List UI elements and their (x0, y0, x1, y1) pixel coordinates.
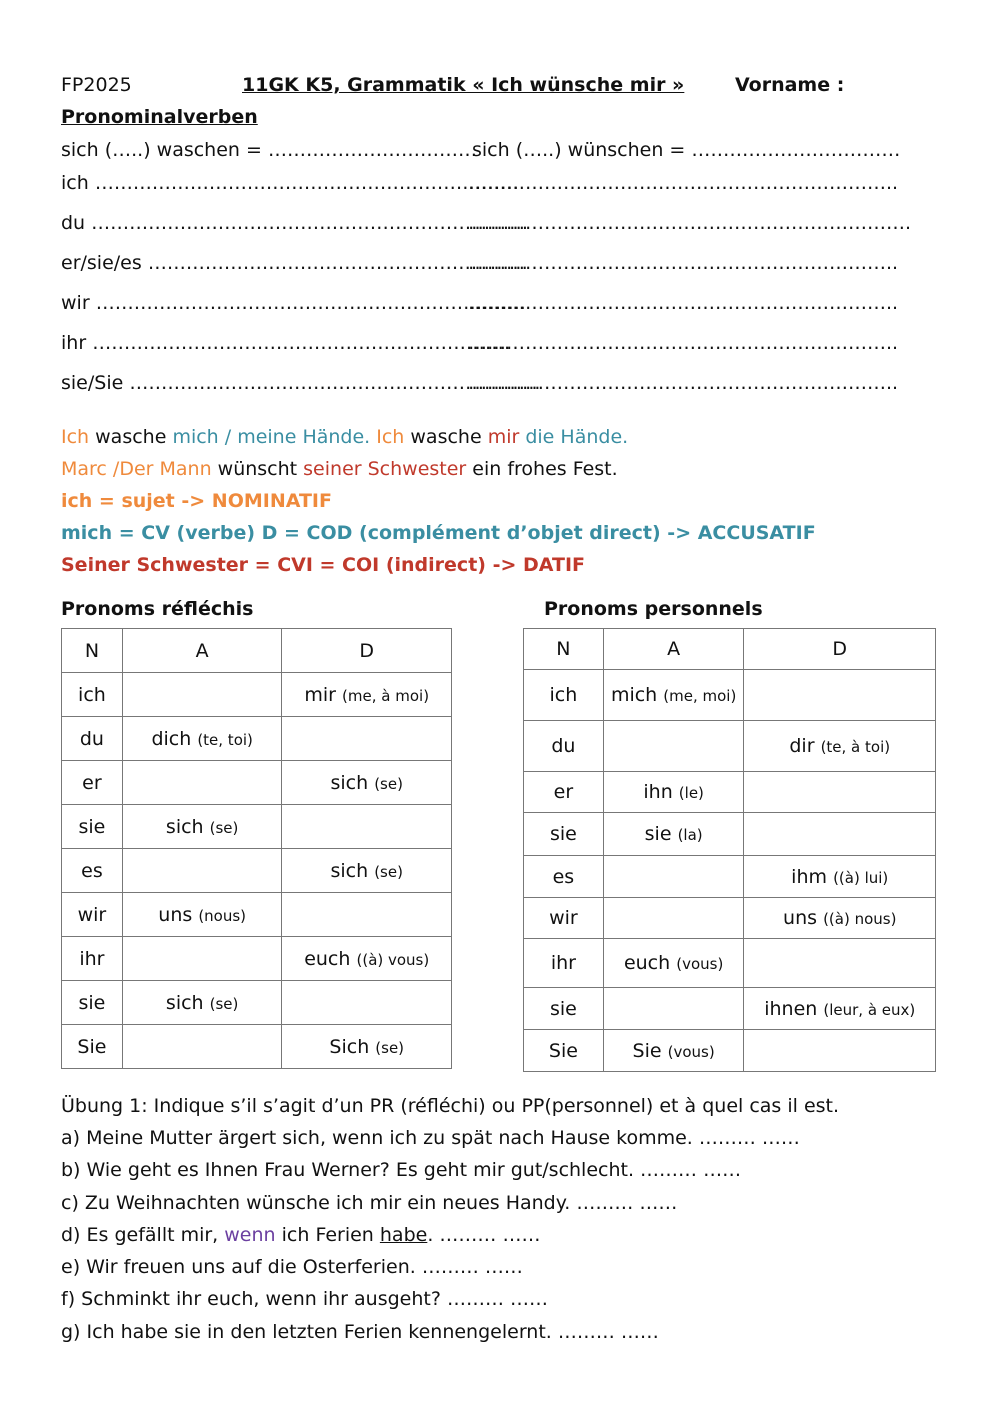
dative-cell (282, 937, 452, 981)
accusative-cell (603, 772, 744, 813)
personal-title: Pronoms personnels (544, 598, 763, 620)
verb-word: wasche (89, 426, 173, 448)
conj-row (61, 252, 528, 274)
table-row (62, 1025, 452, 1069)
translation-note: (vous) (667, 1042, 715, 1061)
conj-row (61, 292, 526, 314)
table-row (62, 893, 452, 937)
nominative-cell: ihr (524, 939, 604, 988)
pronoun-word: ihm (791, 865, 828, 888)
pronoun-word: dich (151, 727, 192, 750)
reflexive-pronoun-table (61, 628, 452, 1069)
table-row (524, 939, 936, 988)
translation-note: (se) (374, 774, 403, 793)
dative-cell (282, 761, 452, 805)
accusative-cell (122, 893, 282, 937)
exercise-item: e) Wir freuen uns auf die Osterferien. ……… …… (61, 1256, 523, 1278)
rule-accusative: mich = CV (verbe) D = COD (complément d’objet direct) -> ACCUSATIF (61, 522, 816, 544)
pronoun: sie/Sie (61, 372, 124, 394)
translation-note: (te, toi) (197, 730, 253, 749)
reflexive-title: Pronoms réfléchis (61, 598, 254, 620)
accusative-object: ein frohes Fest. (466, 458, 618, 480)
exercise-item: f) Schminkt ihr euch, wenn ihr ausgeht? ……… …… (61, 1288, 548, 1310)
translation-note: (me, moi) (663, 687, 737, 705)
table-row (524, 772, 936, 813)
dative-cell (744, 898, 936, 939)
subject-word: Ich (61, 426, 90, 448)
example-sentence-2 (61, 458, 618, 480)
blank-line: ……………………………………………………………. (468, 212, 912, 234)
table-row (524, 1030, 936, 1072)
pronoun: du (61, 212, 86, 234)
translation-note: ((à) vous) (356, 950, 430, 969)
translation-note: ((à) lui) (833, 868, 889, 887)
right-heading: sich (…..) wünschen = …………………………… (472, 139, 901, 161)
dative-cell (282, 981, 452, 1025)
blank-line: ………………………………………………………….. (468, 252, 899, 274)
exercise-item: c) Zu Weihnachten wünsche ich mir ein neues Handy. ……… …… (61, 1192, 678, 1214)
translation-note: (le) (678, 784, 704, 802)
accusative-cell (603, 721, 744, 772)
column-header: N (524, 629, 604, 670)
table-row (524, 813, 936, 856)
table-row (62, 673, 452, 717)
dative-cell (282, 673, 452, 717)
translation-note: (me, à moi) (342, 686, 430, 705)
dative-cell (744, 988, 936, 1030)
pronoun-word: mir (304, 683, 336, 706)
dative-cell (744, 939, 936, 988)
accusative-cell (603, 939, 744, 988)
dative-cell (744, 856, 936, 898)
blank-line: …………………………………………………………. (94, 172, 519, 194)
blank-line: …………………………………………………… (147, 252, 528, 274)
column-header: N (62, 629, 123, 673)
accusative-cell (603, 898, 744, 939)
blank-line: ………………………………………………………….. (468, 332, 899, 354)
blank-line: ………………………………………………………….. (95, 292, 526, 314)
blank-line: ……………………………………………………….. (129, 372, 541, 394)
verb-word: wünscht (211, 458, 304, 480)
document-code: FP2025 (61, 74, 132, 96)
exercise-item (61, 1224, 540, 1246)
pronoun-word: Sie (632, 1039, 662, 1062)
dative-cell (282, 849, 452, 893)
rule-nominative: ich = sujet -> NOMINATIF (61, 490, 332, 512)
accusative-cell (122, 937, 282, 981)
accusative-object: die Hände. (519, 426, 629, 448)
verb-word: wasche (404, 426, 488, 448)
nominative-cell: Sie (524, 1030, 604, 1072)
left-heading: sich (…..) waschen = …………………………… (61, 139, 477, 161)
accusative-cell (122, 761, 282, 805)
section-title: Pronominalverben (61, 106, 258, 128)
pronoun-word: mich (610, 684, 658, 706)
vorname-label: Vorname : (735, 74, 845, 96)
accusative-cell (122, 981, 282, 1025)
pronoun: wir (61, 292, 90, 314)
nominative-cell: du (524, 721, 604, 772)
item-text: d) Es gefällt mir, (61, 1224, 225, 1246)
pronoun: er/sie/es (61, 252, 142, 274)
conj-row (61, 332, 510, 354)
translation-note: (te, à toi) (820, 738, 891, 756)
dative-cell (744, 772, 936, 813)
nominative-cell: ich (62, 673, 123, 717)
dative-cell (282, 717, 452, 761)
pronoun-word: dir (789, 735, 815, 757)
nominative-cell: sie (62, 981, 123, 1025)
table-row (524, 856, 936, 898)
pronoun-word: euch (623, 952, 671, 974)
translation-note: (se) (209, 994, 239, 1013)
nominative-cell: ihr (62, 937, 123, 981)
conj-row (61, 172, 519, 194)
dative-cell (744, 721, 936, 772)
table-row (524, 898, 936, 939)
subject-word: Ich (370, 426, 405, 448)
blank-line: …………………………………………………………… (91, 212, 529, 234)
document-title: 11GK K5, Grammatik « Ich wünsche mir » (242, 74, 685, 96)
dative-cell (282, 805, 452, 849)
translation-note: (nous) (198, 906, 247, 925)
pronoun-word: uns (158, 903, 193, 926)
table-row (524, 988, 936, 1030)
dative-cell (744, 1030, 936, 1072)
blank-line: ………………………………………………………….. (468, 292, 899, 314)
nominative-cell: du (62, 717, 123, 761)
dative-object: seiner Schwester (303, 458, 467, 480)
column-header: D (744, 629, 936, 670)
table-row (524, 670, 936, 721)
pronoun-word: sich (330, 771, 369, 794)
nominative-cell: er (524, 772, 604, 813)
exercise-item: g) Ich habe sie in den letzten Ferien kennengelernt. ……… …… (61, 1321, 659, 1343)
rule-dative: Seiner Schwester = CVI = COI (indirect) -> DATIF (61, 554, 586, 576)
exercise-item: a) Meine Mutter ärgert sich, wenn ich zu spät nach Hause komme. ……… …… (61, 1127, 800, 1149)
translation-note: (vous) (676, 955, 724, 973)
blank-line: ………………………………………………………… (92, 332, 511, 354)
subject-word: Marc /Der Mann (61, 458, 212, 480)
pronoun-word: ihn (643, 781, 673, 803)
table-row (62, 805, 452, 849)
nominative-cell: es (62, 849, 123, 893)
accusative-cell (603, 1030, 744, 1072)
column-header: A (122, 629, 282, 673)
nominative-cell: sie (62, 805, 123, 849)
dative-cell (744, 813, 936, 856)
pronoun-word: sich (330, 859, 369, 882)
nominative-cell: ich (524, 670, 604, 721)
item-text: . ……… …… (427, 1224, 541, 1246)
accusative-cell (122, 673, 282, 717)
table-row (62, 849, 452, 893)
translation-note: (leur, à eux) (823, 1000, 916, 1019)
accusative-cell (603, 813, 744, 856)
pronoun-word: euch (304, 947, 351, 970)
dative-cell (282, 893, 452, 937)
table-header-row (524, 629, 936, 670)
pronoun-word: sie (644, 823, 672, 845)
dative-cell (744, 670, 936, 721)
underlined-verb: habe (379, 1224, 428, 1246)
exercise-item: b) Wie geht es Ihnen Frau Werner? Es geht mir gut/schlecht. ……… …… (61, 1159, 742, 1181)
blank-line: ………………………………………………………….. (468, 372, 899, 394)
accusative-object: mich / meine Hände. (172, 426, 371, 448)
pronoun-word: sich (165, 991, 204, 1014)
translation-note: ((à) nous) (823, 910, 897, 928)
accusative-cell (603, 988, 744, 1030)
translation-note: (se) (374, 862, 403, 881)
table-header-row (62, 629, 452, 673)
blank-line: ………………………………………………………….. (468, 172, 899, 194)
column-header: D (282, 629, 452, 673)
accusative-cell (122, 849, 282, 893)
pronoun-word: ihnen (764, 997, 818, 1020)
nominative-cell: er (62, 761, 123, 805)
accusative-cell (603, 856, 744, 898)
table-row (62, 981, 452, 1025)
conjunction-word: wenn (224, 1224, 276, 1246)
translation-note: (se) (375, 1038, 405, 1057)
pronoun: ich (61, 172, 89, 194)
dative-cell (282, 1025, 452, 1069)
nominative-cell: wir (524, 898, 604, 939)
nominative-cell: Sie (62, 1025, 123, 1069)
nominative-cell: wir (62, 893, 123, 937)
dative-object: mir (487, 426, 520, 448)
accusative-cell (122, 717, 282, 761)
conj-row (61, 212, 528, 234)
table-row (62, 717, 452, 761)
pronoun-word: uns (783, 907, 818, 929)
table-row (62, 761, 452, 805)
table-row (524, 721, 936, 772)
translation-note: (la) (677, 826, 703, 844)
accusative-cell (122, 1025, 282, 1069)
personal-pronoun-table (523, 628, 936, 1072)
translation-note: (se) (209, 818, 239, 837)
pronoun-word: sich (165, 815, 204, 838)
accusative-cell (122, 805, 282, 849)
pronoun: ihr (61, 332, 87, 354)
nominative-cell: sie (524, 988, 604, 1030)
example-sentence-1 (61, 426, 628, 448)
accusative-cell (603, 670, 744, 721)
table-row (62, 937, 452, 981)
nominative-cell: sie (524, 813, 604, 856)
item-text: ich Ferien (275, 1224, 380, 1246)
column-header: A (603, 629, 744, 670)
pronoun-word: Sich (329, 1035, 370, 1058)
exercise-title: Übung 1: Indique s’il s’agit d’un PR (réfléchi) ou PP(personnel) et à quel cas il est. (61, 1095, 840, 1117)
nominative-cell: es (524, 856, 604, 898)
